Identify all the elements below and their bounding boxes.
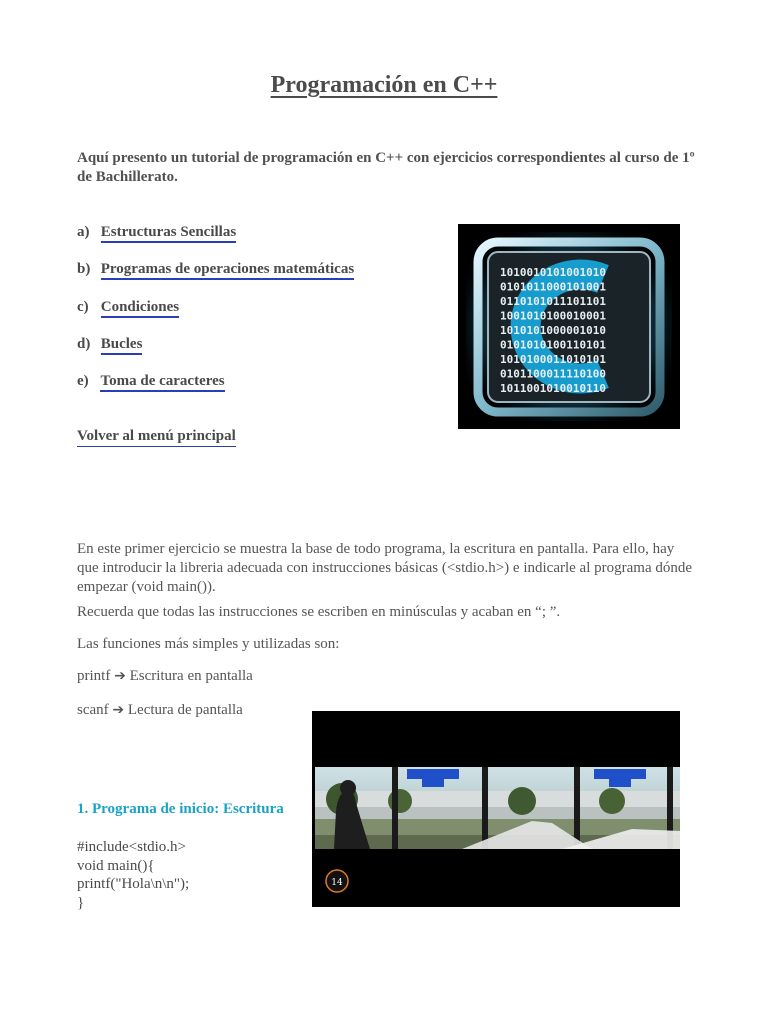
page-title: Programación en C++ (270, 72, 498, 98)
code-line: } (77, 894, 85, 911)
binary-line: 1010010101001010 (500, 266, 606, 279)
binary-line: 1001010100010001 (500, 309, 606, 323)
printf-name: printf (77, 668, 111, 684)
code-block (77, 838, 189, 912)
binary-line: 0110101011101101 (500, 295, 606, 308)
link-toma-de-caracteres[interactable]: Toma de caracteres (100, 373, 224, 392)
paragraph-functions-intro: Las funciones más simples y utilizadas son: (77, 636, 340, 652)
menu-marker: a) (77, 224, 90, 240)
video-timestamp-badge: 14 (331, 878, 343, 888)
menu-marker: c) (77, 299, 89, 315)
binary-line: 1010100011010101 (500, 353, 606, 366)
scanf-description: Lectura de pantalla (127, 702, 243, 718)
embedded-video[interactable] (312, 711, 680, 907)
code-line: printf("Hola\n\n"); (77, 876, 190, 892)
exercise-1-heading: 1. Programa de inicio: Escritura (77, 801, 284, 817)
code-line: #include<stdio.h> (77, 839, 186, 855)
menu-item-operaciones (77, 261, 354, 278)
binary-line: 1011001010010110 (500, 382, 606, 395)
menu-item-bucles (77, 336, 142, 353)
video-thumbnail (312, 711, 680, 907)
cpp-binary-image (458, 224, 680, 429)
scanf-name: scanf (77, 702, 109, 718)
printf-line (77, 667, 692, 686)
arrow-right-icon: ➔ (114, 668, 126, 684)
menu-marker: d) (77, 336, 91, 352)
link-estructuras-sencillas[interactable]: Estructuras Sencillas (101, 224, 236, 243)
menu-item-condiciones (77, 299, 179, 316)
back-to-main-menu-link[interactable]: Volver al menú principal (77, 428, 236, 447)
binary-line: 0101100011110100 (500, 367, 606, 381)
code-line: void main(){ (77, 857, 155, 874)
link-bucles[interactable]: Bucles (101, 336, 143, 355)
link-operaciones-matematicas[interactable]: Programas de operaciones matemáticas (101, 261, 354, 280)
cpp-binary-illustration (458, 224, 680, 429)
menu-marker: e) (77, 373, 89, 389)
paragraph-instructions-note: Recuerda que todas las instrucciones se escriben en minúsculas y acaban en “; ”. (77, 604, 561, 620)
intro-text: Aquí presento un tutorial de programación en C++ con ejercicios correspondientes al curso de 1º de Bachillerato. (77, 150, 695, 185)
arrow-right-icon: ➔ (112, 702, 125, 718)
link-condiciones[interactable]: Condiciones (101, 299, 179, 318)
menu-item-estructuras (77, 224, 236, 241)
paragraph-intro-exercise: En este primer ejercicio se muestra la base de todo programa, la escritura en pantalla. Para ello, hay que introducir la libreria adecuada con instrucciones básicas (<stdio.h>) e indicarle al programa dónde empezar (void main()). (77, 541, 693, 595)
menu-marker: b) (77, 261, 91, 277)
binary-line: 0101011000101001 (500, 280, 606, 294)
menu-item-caracteres (77, 373, 225, 390)
binary-line: 1010101000001010 (500, 324, 606, 337)
binary-line: 0101010100110101 (500, 338, 606, 352)
printf-description: Escritura en pantalla (129, 668, 253, 684)
